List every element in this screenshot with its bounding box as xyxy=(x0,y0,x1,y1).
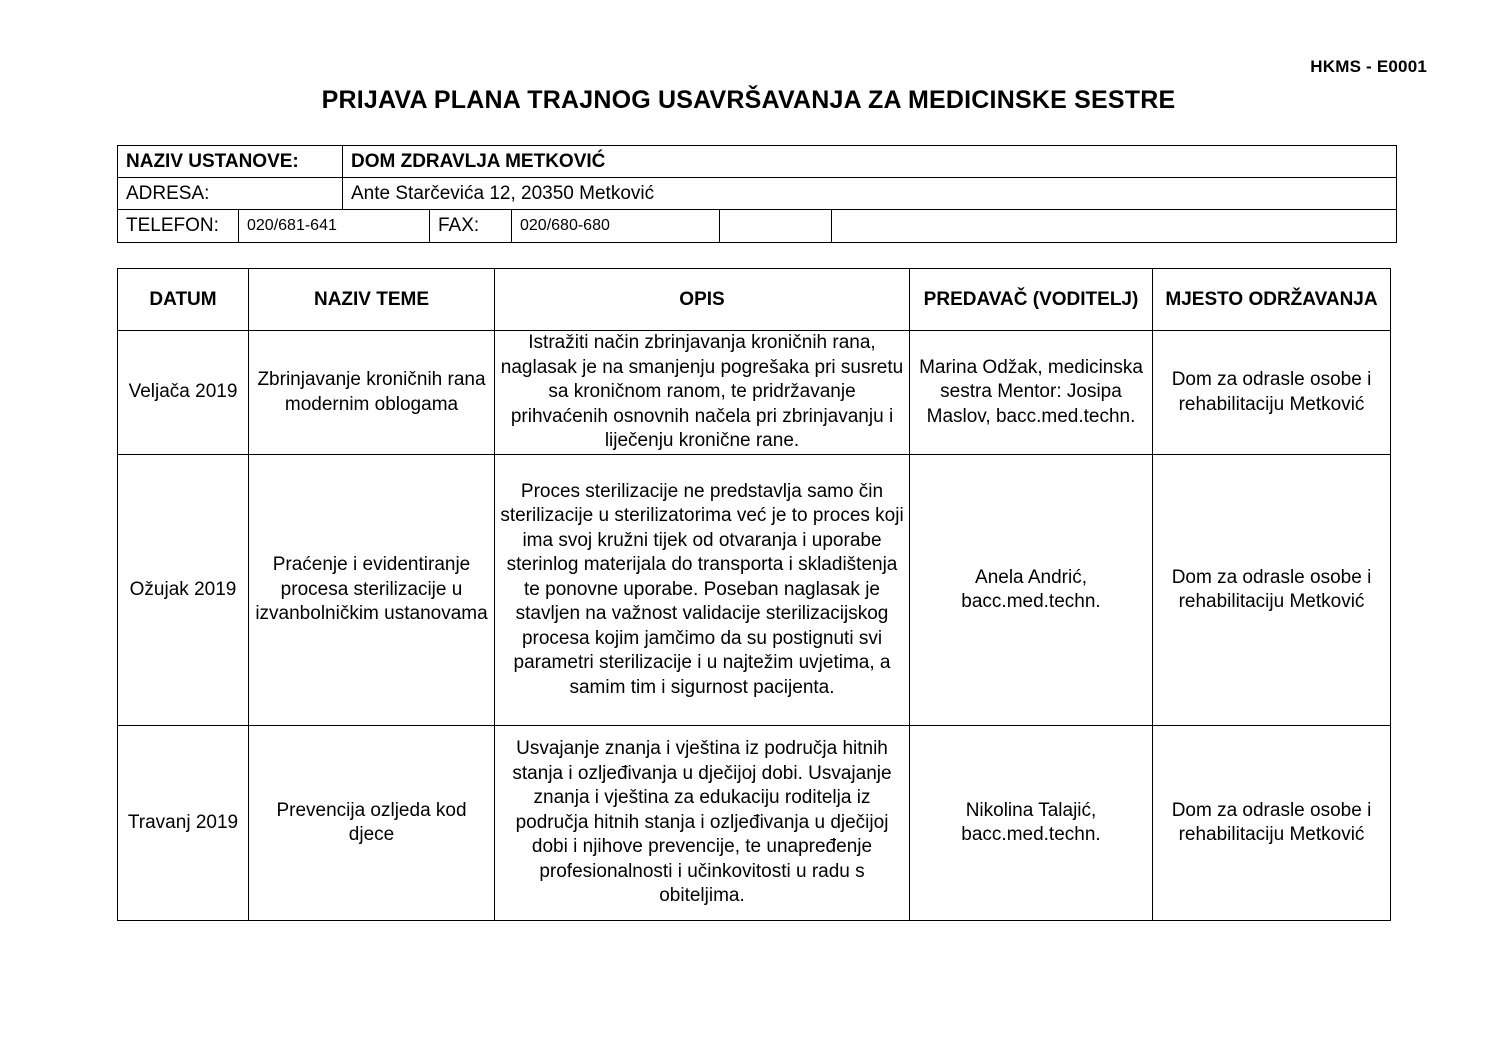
table-row xyxy=(118,331,1391,455)
table-row xyxy=(118,726,1391,921)
column-header-predavac: PREDAVAČ (VODITELJ) xyxy=(910,269,1153,331)
cell-opis: Istražiti način zbrinjavanja kroničnih rana, naglasak je na smanjenju pogrešaka pri susretu sa kroničnom ranom, te pridržavanje prihvaćenih osnovnih načela pri zbrinjavanju i liječenju kronične rane. xyxy=(495,331,910,455)
phone-value: 020/681-641 xyxy=(239,210,430,242)
institution-name-label: NAZIV USTANOVE: xyxy=(118,146,343,177)
address-value: Ante Starčevića 12, 20350 Metković xyxy=(351,182,655,204)
institution-name-value: DOM ZDRAVLJA METKOVIĆ xyxy=(351,150,606,172)
cell-mjesto: Dom za odrasle osobe i rehabilitaciju Metković xyxy=(1153,331,1391,455)
table-header-row xyxy=(118,269,1391,331)
column-header-mjesto: MJESTO ODRŽAVANJA xyxy=(1153,269,1391,331)
fax-label: FAX: xyxy=(430,210,512,242)
column-header-opis: OPIS xyxy=(495,269,910,331)
empty-cell xyxy=(720,210,832,242)
column-header-datum: DATUM xyxy=(118,269,249,331)
cell-predavac: Nikolina Talajić, bacc.med.techn. xyxy=(910,726,1153,921)
cell-predavac: Marina Odžak, medicinska sestra Mentor: Josipa Maslov, bacc.med.techn. xyxy=(910,331,1153,455)
institution-address-row xyxy=(118,178,1396,210)
cell-opis: Usvajanje znanja i vještina iz područja hitnih stanja i ozljeđivanja u dječijoj dobi. Usvajanje znanja i vještina za edukaciju roditelja iz područja hitnih stanja i ozljeđivanja u dječijoj dobi i njihove prevencije, te unapređenje profesionalnosti i učinkovitosti u radu s obiteljima. xyxy=(495,726,910,921)
page-title: PRIJAVA PLANA TRAJNOG USAVRŠAVANJA ZA MEDICINSKE SESTRE xyxy=(321,86,1176,114)
cell-naziv-teme: Praćenje i evidentiranje procesa sterilizacije u izvanbolničkim ustanovama xyxy=(249,455,495,726)
column-header-naziv-teme: NAZIV TEME xyxy=(249,269,495,331)
fax-value: 020/680-680 xyxy=(512,210,720,242)
cell-datum: Ožujak 2019 xyxy=(118,455,249,726)
institution-name-row xyxy=(118,146,1396,178)
institution-info-table xyxy=(117,145,1397,243)
cell-naziv-teme: Zbrinjavanje kroničnih rana modernim oblogama xyxy=(249,331,495,455)
cell-mjesto: Dom za odrasle osobe i rehabilitaciju Metković xyxy=(1153,726,1391,921)
empty-cell xyxy=(832,210,1396,242)
address-label: ADRESA: xyxy=(118,178,343,209)
cell-datum: Veljača 2019 xyxy=(118,331,249,455)
table-row xyxy=(118,455,1391,726)
form-code: HKMS - E0001 xyxy=(1310,57,1427,76)
phone-label: TELEFON: xyxy=(118,210,239,242)
cell-naziv-teme: Prevencija ozljeda kod djece xyxy=(249,726,495,921)
institution-contact-row xyxy=(118,210,1396,242)
cell-datum: Travanj 2019 xyxy=(118,726,249,921)
cell-opis: Proces sterilizacije ne predstavlja samo čin sterilizacije u sterilizatorima već je to proces koji ima svoj kružni tijek od otvaranja i uporabe sterinlog materijala do transporta i skladištenja te ponovne uporabe. Poseban naglasak je stavljen na važnost validacije sterilizacijskog procesa kojim jamčimo da su postignuti svi parametri sterilizacije i u najtežim uvjetima, a samim tim i sigurnost pacijenta. xyxy=(495,455,910,726)
cell-predavac: Anela Andrić, bacc.med.techn. xyxy=(910,455,1153,726)
cell-mjesto: Dom za odrasle osobe i rehabilitaciju Metković xyxy=(1153,455,1391,726)
education-plan-table xyxy=(117,268,1391,921)
